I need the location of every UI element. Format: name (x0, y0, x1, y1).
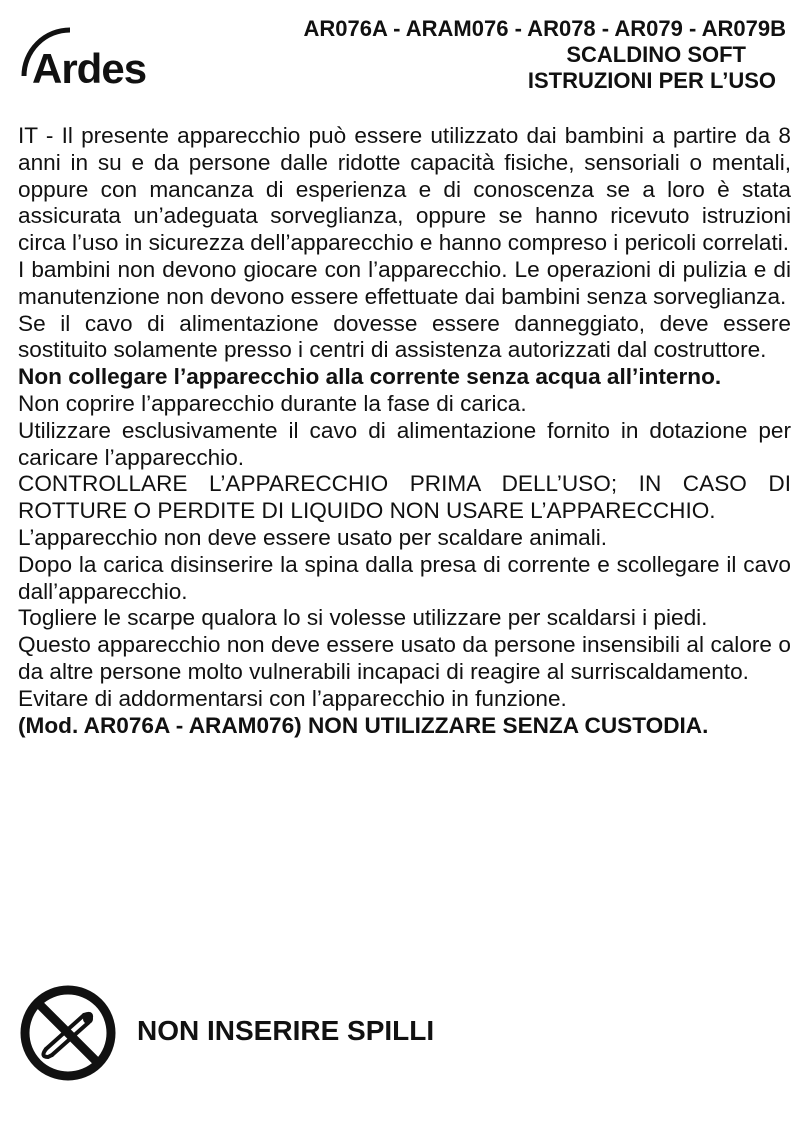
logo-wordmark: Ardes (32, 45, 147, 92)
paragraph: CONTROLLARE L’APPARECCHIO PRIMA DELL’USO; IN CASO DI ROTTURE O PERDITE DI LIQUIDO NON USARE L’APPARECCHIO. (18, 471, 791, 524)
paragraph: Se il cavo di alimentazione dovesse essere danneggiato, deve essere sostituito solamente presso i centri di assistenza autorizzati dal costruttore. (18, 310, 791, 363)
ardes-logo (18, 20, 203, 100)
safety-instructions (18, 123, 791, 739)
paragraph: L’apparecchio non deve essere usato per scaldare animali. (18, 524, 608, 550)
paragraph-bold: (Mod. AR076A - ARAM076) NON UTILIZZARE SENZA CUSTODIA. (18, 712, 709, 738)
document-subtitle: ISTRUZIONI PER L’USO (527, 68, 776, 93)
warning-label: NON INSERIRE SPILLI (137, 1015, 435, 1046)
paragraph: IT - Il presente apparecchio può essere utilizzato dai bambini a partire da 8 anni in su e da persone dalle ridotte capacità fisiche, sensoriali o mentali, oppure con mancanza di esperienza e di conoscenza se a loro è stata assicurata un’adeguata sorveglianza, oppure se hanno ricevuto istruzioni circa l’uso in sicurezza dell’apparecchio e hanno compreso i pericoli correlati. (18, 123, 791, 256)
document-header (226, 16, 786, 94)
no-pins-icon (18, 983, 118, 1083)
paragraph: Questo apparecchio non deve essere usato da persone insensibili al calore o da altre persone molto vulnerabili incapaci di reagire al surriscaldamento. (18, 632, 791, 684)
paragraph-bold: Non collegare l’apparecchio alla corrente senza acqua all’interno. (18, 364, 722, 390)
paragraph: Non coprire l’apparecchio durante la fase di carica. (18, 390, 527, 416)
paragraph: Togliere le scarpe qualora lo si volesse utilizzare per scaldarsi i piedi. (18, 605, 708, 631)
product-name: SCALDINO SOFT (566, 42, 746, 67)
paragraph: Evitare di addormentarsi con l’apparecchio in funzione. (18, 685, 567, 711)
paragraph: Utilizzare esclusivamente il cavo di alimentazione fornito in dotazione per caricare l’apparecchio. (18, 417, 791, 470)
paragraph: I bambini non devono giocare con l’apparecchio. Le operazioni di pulizia e di manutenzione non devono essere effettuate dai bambini senza sorveglianza. (18, 256, 791, 309)
model-list: AR076A - ARAM076 - AR078 - AR079 - AR079B (303, 16, 786, 41)
paragraph: Dopo la carica disinserire la spina dalla presa di corrente e scollegare il cavo dall’apparecchio. (18, 551, 791, 604)
